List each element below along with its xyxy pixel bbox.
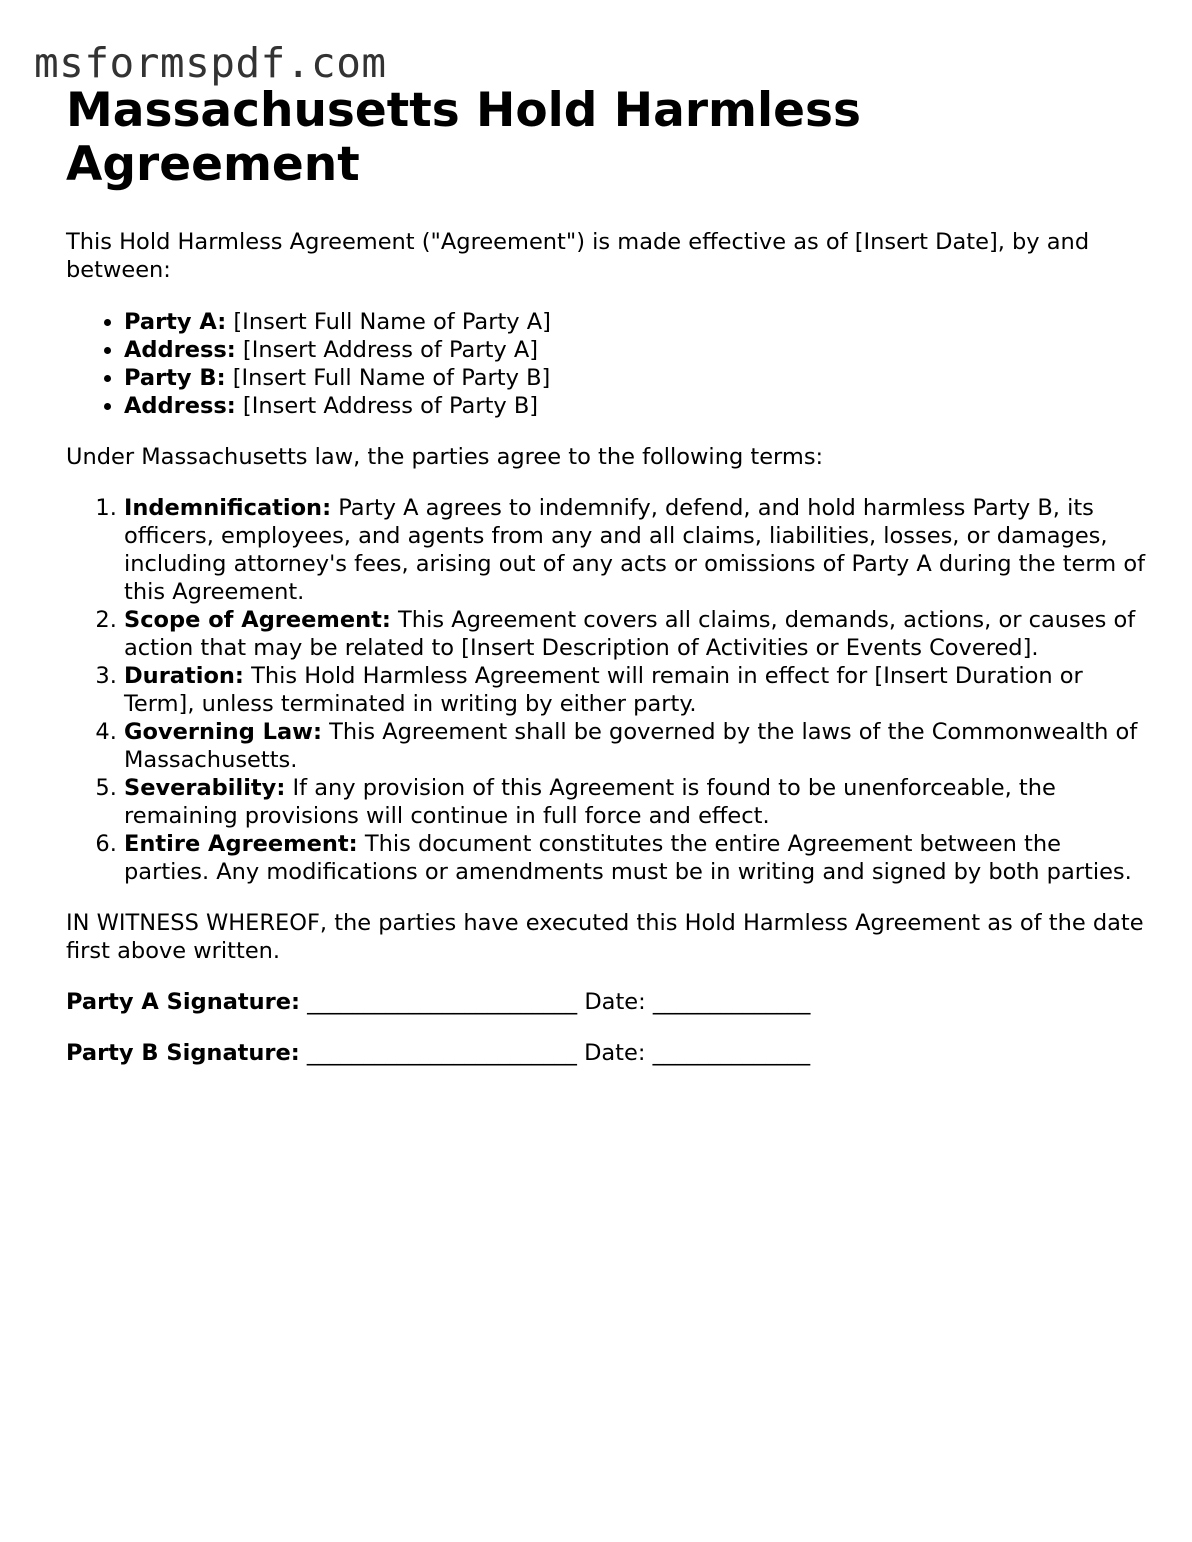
term-text: This document constitutes the entire Agreement between the parties. Any modifications or amendments must be in writing and signed by both parties. bbox=[124, 831, 1132, 885]
party-item bbox=[124, 364, 1146, 392]
signature-blank: ________________________ bbox=[300, 989, 578, 1015]
signature-label: Party A Signature: bbox=[66, 989, 301, 1015]
party-value: [Insert Address of Party B] bbox=[235, 393, 539, 419]
law-intro-paragraph: Under Massachusetts law, the parties agree to the following terms: bbox=[66, 444, 824, 470]
term-label: Indemnification: bbox=[124, 495, 332, 521]
term-label: Entire Agreement: bbox=[124, 831, 358, 857]
term-label: Governing Law: bbox=[124, 719, 322, 745]
party-value: [Insert Full Name of Party B] bbox=[225, 365, 551, 391]
date-blank: Date: ______________ bbox=[576, 1040, 811, 1066]
party-value: [Insert Address of Party A] bbox=[235, 337, 539, 363]
parties-list bbox=[66, 308, 1146, 420]
watermark-text: msformspdf.com bbox=[34, 39, 387, 87]
signature-blank: ________________________ bbox=[299, 1040, 577, 1066]
term-label: Scope of Agreement: bbox=[124, 607, 391, 633]
date-blank: Date: ______________ bbox=[577, 989, 811, 1015]
term-item bbox=[124, 606, 1146, 662]
term-text: Party A agrees to indemnify, defend, and hold harmless Party B, its officers, employees, and agents from any and all claims, liabilities, losses, or damages, including attorney's fees, arising out of any acts or omissions of Party A during the term of this Agreement. bbox=[124, 495, 1146, 605]
party-label: Party B: bbox=[124, 365, 226, 391]
signature-label: Party B Signature: bbox=[66, 1040, 300, 1066]
intro-paragraph: This Hold Harmless Agreement ("Agreement") is made effective as of [Insert Date], by and between: bbox=[66, 229, 1090, 283]
term-text: This Agreement shall be governed by the laws of the Commonwealth of Massachusetts. bbox=[124, 719, 1138, 773]
term-label: Duration: bbox=[124, 663, 244, 689]
party-label: Party A: bbox=[124, 309, 227, 335]
document-title: Massachusetts Hold Harmless Agreement bbox=[66, 83, 861, 192]
party-label: Address: bbox=[124, 393, 236, 419]
party-item bbox=[124, 308, 1146, 336]
party-a-signature-line bbox=[66, 988, 1146, 1016]
party-value: [Insert Full Name of Party A] bbox=[226, 309, 551, 335]
witness-paragraph: IN WITNESS WHEREOF, the parties have executed this Hold Harmless Agreement as of the date first above written. bbox=[66, 910, 1144, 964]
party-label: Address: bbox=[124, 337, 236, 363]
document-body bbox=[66, 84, 1146, 1067]
term-text: This Agreement covers all claims, demands, actions, or causes of action that may be related to [Insert Description of Activities or Events Covered]. bbox=[124, 607, 1136, 661]
term-item bbox=[124, 662, 1146, 718]
term-item bbox=[124, 718, 1146, 774]
term-text: If any provision of this Agreement is found to be unenforceable, the remaining provisions will continue in full force and effect. bbox=[124, 775, 1056, 829]
term-text: This Hold Harmless Agreement will remain in effect for [Insert Duration or Term], unless terminated in writing by either party. bbox=[124, 663, 1083, 717]
term-label: Severability: bbox=[124, 775, 286, 801]
term-item bbox=[124, 830, 1146, 886]
party-item bbox=[124, 336, 1146, 364]
term-item bbox=[124, 774, 1146, 830]
party-item bbox=[124, 392, 1146, 420]
term-item bbox=[124, 494, 1146, 606]
party-b-signature-line bbox=[66, 1039, 1146, 1067]
terms-list bbox=[66, 494, 1146, 886]
